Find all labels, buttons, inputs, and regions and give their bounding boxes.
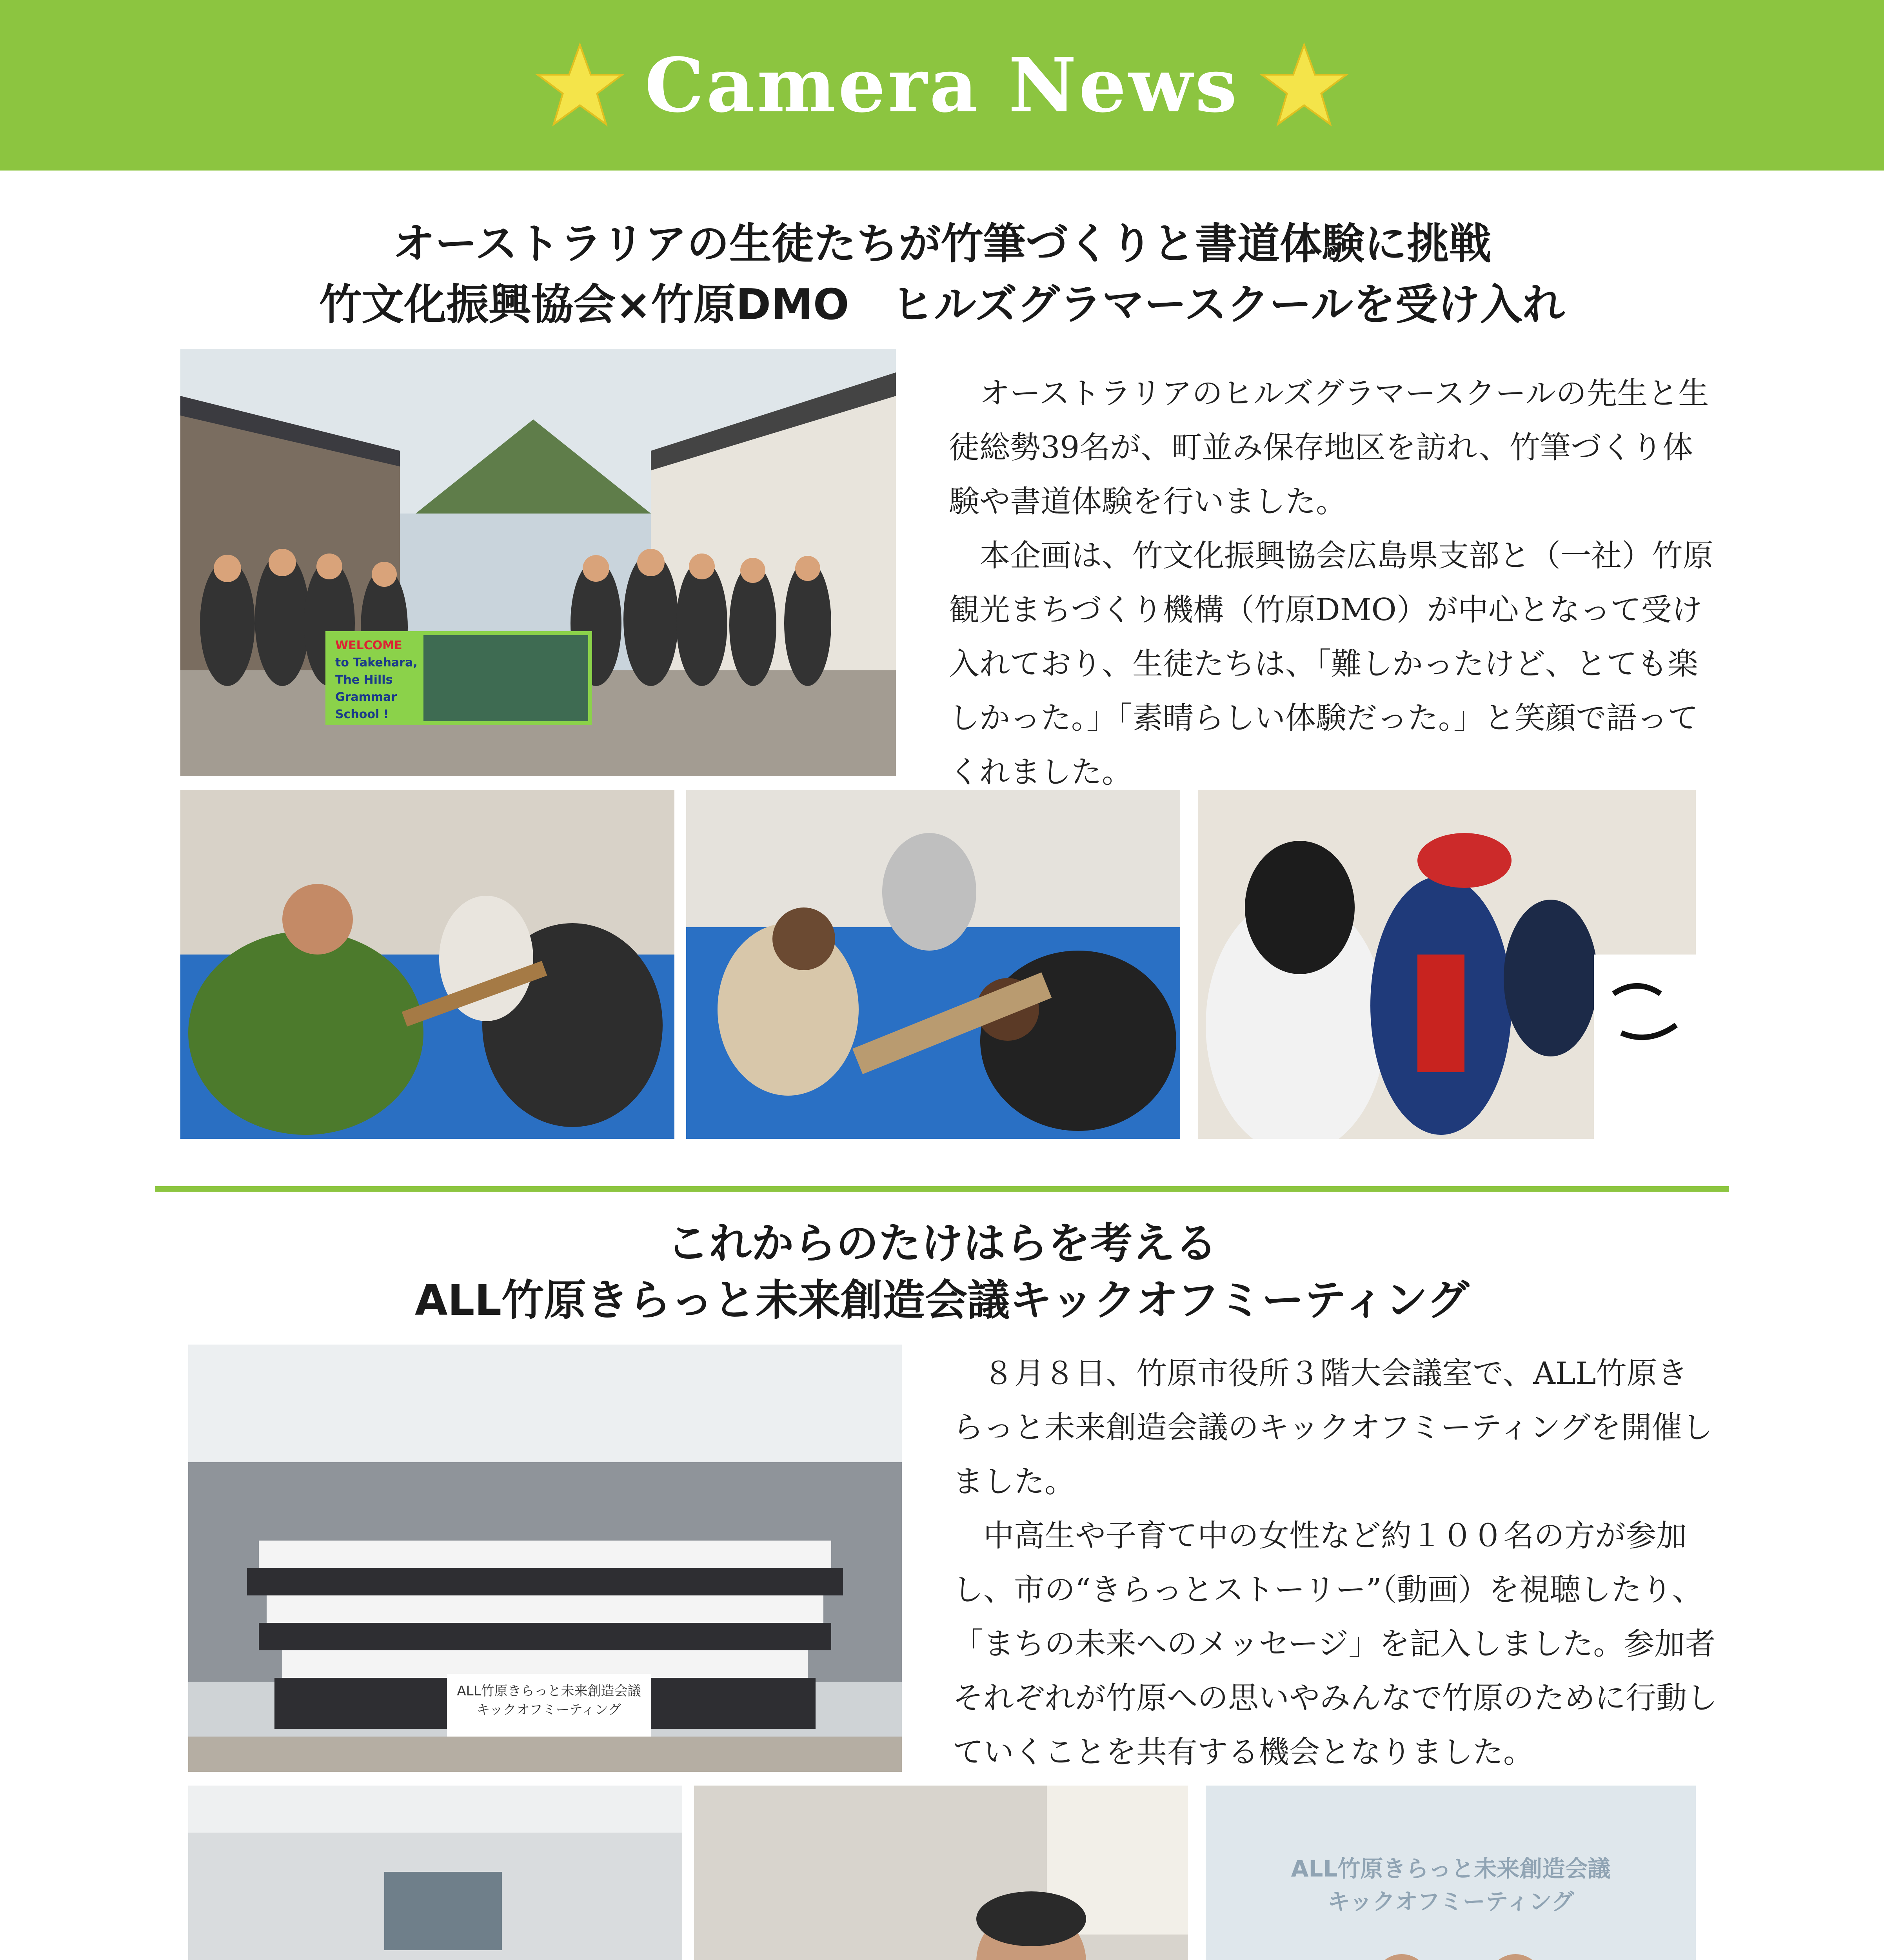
section-divider [155, 1186, 1729, 1192]
group-banner-line: キックオフミーティング [476, 1702, 621, 1718]
article2-paragraph: 中高生や子育て中の女性など約１００名の方が参加し、市の“きらっとストーリー”（動画）を視聴したり、「まちの未来へのメッセージ」を記入しました。参加者それぞれが竹原への思いやみんなで竹原のために行動していくことを共有する機会となりました。 [953, 1518, 1718, 1770]
article1-headline-1: オーストラリアの生徒たちが竹筆づくりと書道体験に挑戦 [392, 220, 1492, 269]
star-icon [1259, 40, 1349, 131]
welcome-banner-line: WELCOME [335, 639, 402, 652]
photo-meeting-room [188, 1786, 682, 1960]
article2-headline-1: これからのたけはらを考える [667, 1219, 1217, 1268]
screen-title [1206, 1852, 1696, 1918]
article2-headline-2: ALL竹原きらっと未来創造会議キックオフミーティング [414, 1276, 1470, 1325]
group-banner [451, 1682, 647, 1719]
star-icon [535, 40, 625, 131]
photo-bamboo-brush-1 [180, 790, 674, 1139]
screen-title-line: ALL竹原きらっと未来創造会議 [1291, 1855, 1611, 1882]
article1-paragraph: オーストラリアのヒルズグラマースクールの先生と生徒総勢39名が、町並み保存地区を訪れ、竹筆づくり体験や書道体験を行いました。 [949, 376, 1709, 519]
photo-mayor-speech [694, 1786, 1188, 1960]
screen-title-line: キックオフミーティング [1327, 1888, 1574, 1915]
photo-calligraphy [1198, 790, 1696, 1139]
article2-body [953, 1347, 1717, 1779]
article2-paragraph: ８月８日、竹原市役所３階大会議室で、ALL竹原きらっと未来創造会議のキックオフミーティングを開催しました。 [953, 1356, 1713, 1499]
article1-paragraph: 本企画は、竹文化振興協会広島県支部と（一社）竹原観光まちづくり機構（竹原DMO）が中心となって受け入れており、生徒たちは、「難しかったけど、とても楽しかった。」「素晴らしい体験だった。」と笑顔で語ってくれました。 [949, 538, 1714, 790]
photo-meeting-group [188, 1345, 902, 1772]
photo-kickoff-stage [1206, 1786, 1696, 1960]
welcome-banner-line: Grammar School ! [335, 690, 397, 721]
group-banner-line: ALL竹原きらっと未来創造会議 [457, 1683, 641, 1699]
article1-headline-2: 竹文化振興協会×竹原DMO ヒルズグラマースクールを受け入れ [319, 280, 1565, 329]
article1-body [949, 367, 1713, 799]
header-title-row [0, 0, 1884, 171]
header-title: Camera News [645, 42, 1239, 129]
welcome-banner-line: to Takehara, [335, 656, 418, 670]
photo-group-street [180, 349, 896, 776]
welcome-banner [335, 637, 425, 723]
welcome-banner-line: The Hills [335, 673, 393, 687]
photo-bamboo-brush-2 [686, 790, 1180, 1139]
